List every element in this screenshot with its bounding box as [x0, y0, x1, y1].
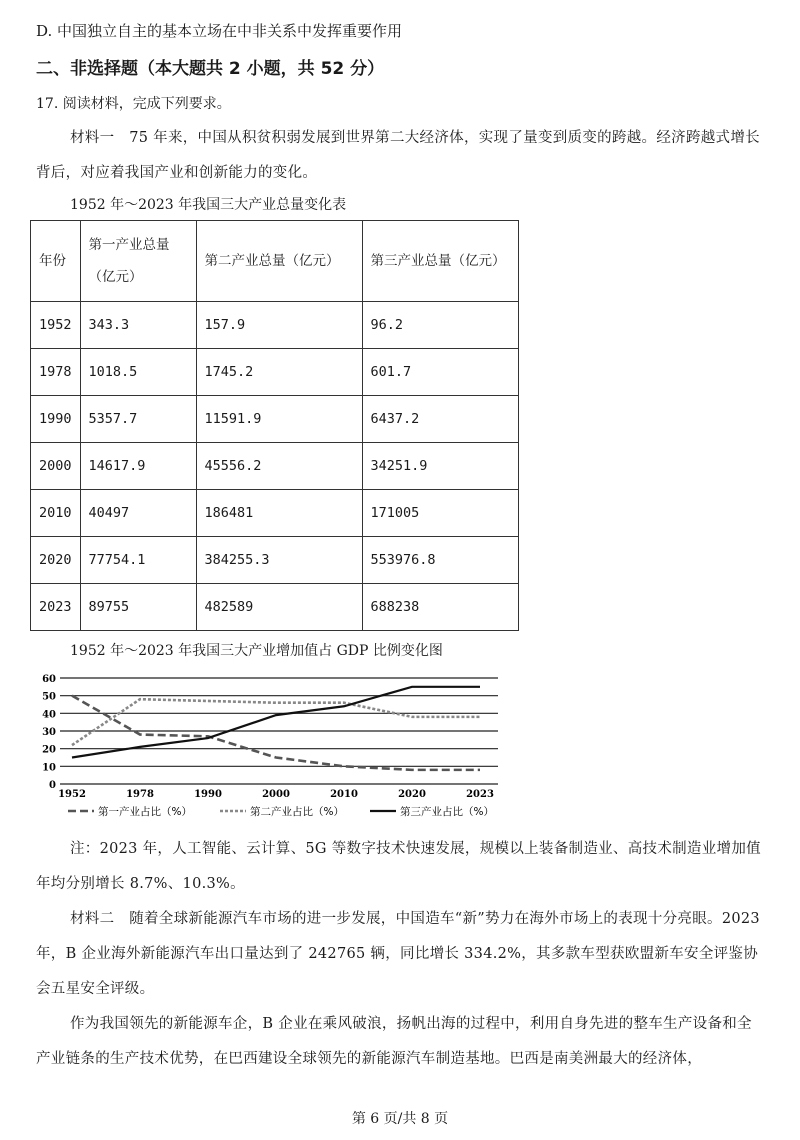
table-row [31, 396, 519, 443]
cell-year: 2010 [31, 490, 81, 537]
question-17: 17. 阅读材料，完成下列要求。 [36, 96, 231, 112]
cell-secondary: 45556.2 [196, 443, 362, 490]
x-tick-label: 2010 [330, 789, 358, 800]
cell-tertiary: 688238 [362, 584, 518, 631]
cell-tertiary: 96.2 [362, 302, 518, 349]
legend-label: 第二产业占比（%） [250, 806, 344, 818]
cell-year: 2023 [31, 584, 81, 631]
cell-tertiary: 171005 [362, 490, 518, 537]
table-header-row [31, 221, 519, 302]
series-line [72, 696, 480, 770]
legend-label: 第三产业占比（%） [400, 806, 494, 818]
material-1: 材料一 75 年来，中国从积贫积弱发展到世界第二大经济体，实现了量变到质变的跨越。经济跨越式增长背后，对应着我国产业和创新能力的变化。 [36, 130, 760, 181]
material-2: 材料二 随着全球新能源汽车市场的进一步发展，中国造车“新”势力在海外市场上的表现十分亮眼。2023 年，B 企业海外新能源汽车出口量达到了 242765 辆，同比增长 334.2%，其多款车型获欧盟新车安全评鉴协会五星安全评级。 [36, 911, 760, 997]
cell-year: 2020 [31, 537, 81, 584]
cell-year: 1990 [31, 396, 81, 443]
x-tick-label: 1952 [58, 789, 86, 800]
cell-primary: 5357.7 [80, 396, 196, 443]
industry-total-table [30, 220, 519, 631]
cell-primary: 14617.9 [80, 443, 196, 490]
x-tick-label: 2000 [262, 789, 290, 800]
cell-secondary: 186481 [196, 490, 362, 537]
gdp-share-line-chart [30, 666, 505, 818]
header-year: 年份 [31, 221, 81, 302]
x-tick-label: 2023 [466, 789, 494, 800]
cell-primary: 343.3 [80, 302, 196, 349]
y-tick-label: 20 [42, 744, 56, 756]
table-row [31, 490, 519, 537]
table-row [31, 443, 519, 490]
chart-note: 注：2023 年，人工智能、云计算、5G 等数字技术快速发展，规模以上装备制造业、高技术制造业增加值年均分别增长 8.7%、10.3%。 [36, 841, 761, 892]
cell-year: 2000 [31, 443, 81, 490]
cell-tertiary: 6437.2 [362, 396, 518, 443]
cell-tertiary: 601.7 [362, 349, 518, 396]
page-footer: 第 6 页/共 8 页 [351, 1111, 449, 1127]
y-tick-label: 0 [49, 780, 56, 791]
y-tick-label: 40 [42, 709, 56, 721]
y-tick-label: 30 [42, 727, 56, 738]
y-tick-label: 50 [42, 691, 56, 703]
header-primary: 第一产业总量（亿元） [80, 221, 196, 302]
cell-year: 1978 [31, 349, 81, 396]
y-tick-label: 10 [42, 762, 56, 774]
cell-secondary: 157.9 [196, 302, 362, 349]
cell-primary: 40497 [80, 490, 196, 537]
cell-secondary: 384255.3 [196, 537, 362, 584]
series-line [72, 699, 480, 745]
cell-year: 1952 [31, 302, 81, 349]
cell-tertiary: 553976.8 [362, 537, 518, 584]
x-tick-label: 1990 [194, 789, 222, 800]
table-row [31, 537, 519, 584]
cell-secondary: 482589 [196, 584, 362, 631]
y-tick-label: 60 [42, 674, 56, 685]
material-2-continued: 作为我国领先的新能源车企，B 企业在乘风破浪，扬帆出海的过程中，利用自身先进的整车生产设备和全产业链条的生产技术优势，在巴西建设全球领先的新能源汽车制造基地。巴西是南美洲最大的经济体， [36, 1016, 752, 1067]
legend-label: 第一产业占比（%） [98, 806, 192, 818]
cell-primary: 77754.1 [80, 537, 196, 584]
table-row [31, 584, 519, 631]
cell-secondary: 11591.9 [196, 396, 362, 443]
table-row [31, 349, 519, 396]
x-tick-label: 2020 [398, 789, 426, 800]
header-tertiary: 第三产业总量（亿元） [362, 221, 518, 302]
table-caption: 1952 年～2023 年我国三大产业总量变化表 [70, 197, 347, 213]
chart-caption: 1952 年～2023 年我国三大产业增加值占 GDP 比例变化图 [70, 643, 443, 659]
cell-tertiary: 34251.9 [362, 443, 518, 490]
series-line [72, 687, 480, 758]
header-secondary: 第二产业总量（亿元） [196, 221, 362, 302]
x-tick-label: 1978 [126, 789, 154, 800]
cell-primary: 89755 [80, 584, 196, 631]
section-title: 二、非选择题（本大题共 2 小题，共 52 分） [36, 59, 385, 79]
table-row [31, 302, 519, 349]
option-d: D. 中国独立自主的基本立场在中非关系中发挥重要作用 [36, 22, 403, 40]
cell-primary: 1018.5 [80, 349, 196, 396]
cell-secondary: 1745.2 [196, 349, 362, 396]
